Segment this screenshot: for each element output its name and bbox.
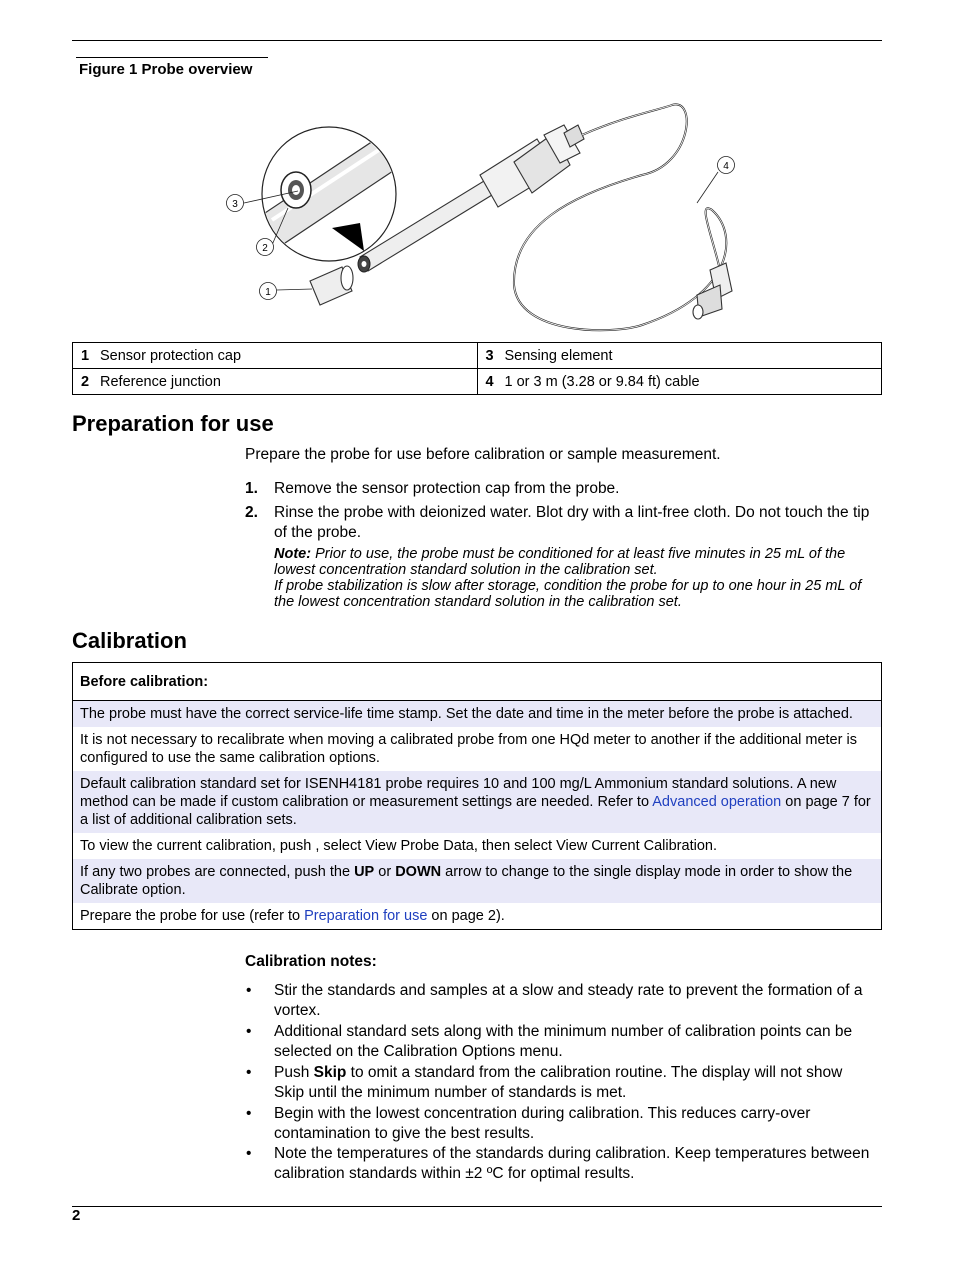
list-item: 2. Rinse the probe with deionized water. Blot dry with a lint-free cloth. Do not touch the tip of the probe. (245, 504, 870, 541)
legend-cell: 4 1 or 3 m (3.28 or 9.84 ft) cable (477, 369, 882, 395)
callout-3 (227, 195, 244, 212)
callout-1 (260, 283, 277, 300)
figure-title: Figure 1 Probe overview (79, 61, 253, 78)
svg-text:2: 2 (262, 243, 268, 254)
table-row: To view the current calibration, push , select View Probe Data, then select View Current Calibration. (80, 838, 717, 854)
table-row: The probe must have the correct service-life time stamp. Set the date and time in the meter before the probe is attached. (73, 701, 882, 728)
page-number: 2 (72, 1207, 81, 1224)
svg-text:1: 1 (265, 287, 271, 298)
calibration-heading: Calibration (72, 628, 187, 653)
probe-overview-illustration (192, 95, 764, 335)
figure-legend-table (72, 342, 882, 395)
table-row (73, 343, 882, 369)
header-rule (72, 40, 882, 41)
table-header: Before calibration: (73, 663, 882, 701)
footer-rule (72, 1206, 882, 1207)
table-row: Default calibration standard set for ISENH4181 probe requires 10 and 100 mg/L Ammonium standard solutions. A new method can be made if custom calibration or measurement settings are needed. Refer to Advanced operation on page 7 for a list of additional calibration sets. (73, 771, 882, 833)
callout-4 (718, 157, 735, 174)
preparation-for-use-link[interactable]: Preparation for use (304, 908, 428, 924)
preparation-note: Note: Prior to use, the probe must be conditioned for at least five minutes in 25 mL of the lowest concentration standard solution in the calibration set. If probe stabilization is slow after storage, condition the probe for up to one hour in 25 mL of the lowest concentration standard solution in the calibration set. (274, 546, 862, 610)
svg-text:4: 4 (723, 161, 729, 172)
table-row: It is not necessary to recalibrate when moving a calibrated probe from one HQd meter to another if the additional meter is configured to use the same calibration options. (80, 732, 857, 766)
legend-cell: 2 Reference junction (73, 369, 478, 395)
legend-cell: 3 Sensing element (477, 343, 882, 369)
before-calibration-table (72, 662, 882, 930)
callout-2 (257, 239, 274, 256)
preparation-heading: Preparation for use (72, 411, 274, 436)
figure-title-rule (76, 57, 268, 58)
table-row (73, 663, 882, 701)
advanced-operation-link[interactable]: Advanced operation (652, 794, 782, 810)
list-item: • Stir the standards and samples at a slow and steady rate to prevent the formation of a vortex. (246, 982, 863, 1019)
calibration-notes-heading: Calibration notes: (245, 953, 377, 970)
svg-text:3: 3 (232, 199, 238, 210)
list-item: • Begin with the lowest concentration during calibration. This reduces carry-over contamination to give the best results. (246, 1105, 811, 1142)
legend-cell: 1 Sensor protection cap (73, 343, 478, 369)
table-row: Prepare the probe for use (refer to Preparation for use on page 2). (80, 908, 505, 924)
preparation-intro: Prepare the probe for use before calibration or sample measurement. (245, 446, 721, 463)
table-row: If any two probes are connected, push the UP or DOWN arrow to change to the single display mode in order to show the Calibrate option. (73, 859, 882, 903)
table-row (73, 369, 882, 395)
list-item: • Additional standard sets along with the minimum number of calibration points can be selected on the Calibration Options menu. (246, 1023, 853, 1060)
list-item: • Push Skip to omit a standard from the calibration routine. The display will not show Skip until the minimum number of standards is met. (246, 1064, 843, 1101)
list-item: • Note the temperatures of the standards during calibration. Keep temperatures between calibration standards within ±2 ºC for optimal results. (246, 1145, 870, 1182)
list-item: 1. Remove the sensor protection cap from the probe. (245, 480, 620, 497)
